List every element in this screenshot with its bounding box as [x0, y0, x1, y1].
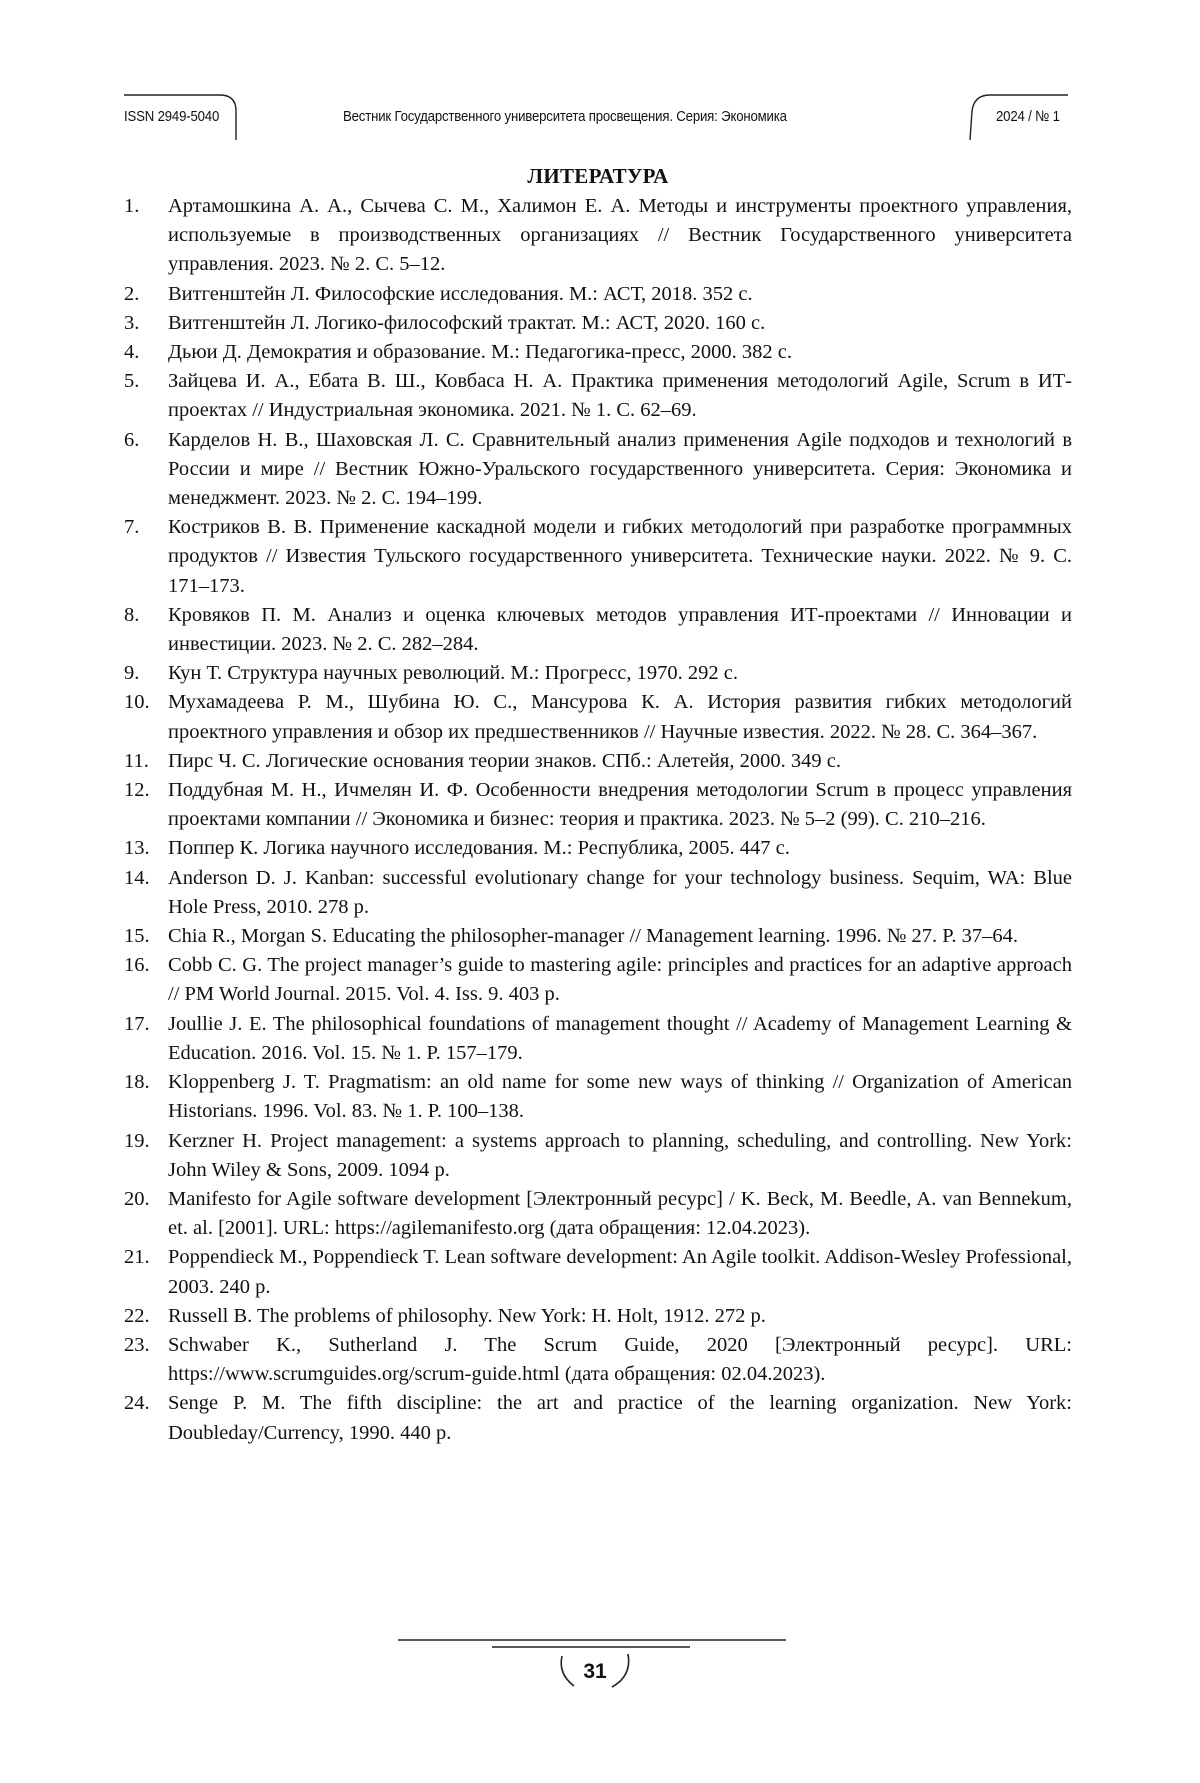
reference-item [124, 864, 1072, 922]
section-title: ЛИТЕРАТУРА [527, 164, 669, 188]
reference-item [124, 1302, 1072, 1331]
reference-text: Витгенштейн Л. Философские исследования. М.: АСТ, 2018. 352 с. [168, 282, 753, 305]
reference-number: 16. [124, 954, 150, 977]
reference-text: Зайцева И. А., Ебата В. Ш., Ковбаса Н. А. Практика применения методологий Agile, Scrum в ИТ-проектах // Индустриальная экономика. 2021. № 1. С. 62–69. [168, 370, 1072, 422]
reference-text: Поддубная М. Н., Ичмелян И. Ф. Особенности внедрения методологии Scrum в процесс управления проектами компании // Экономика и бизнес: теория и практика. 2023. № 5–2 (99). С. 210–216. [168, 779, 1072, 831]
reference-number: 13. [124, 837, 150, 860]
reference-item [124, 513, 1072, 601]
reference-text: Витгенштейн Л. Логико-философский трактат. М.: АСТ, 2020. 160 с. [168, 311, 766, 334]
reference-item [124, 192, 1072, 280]
reference-text: Russell B. The problems of philosophy. New York: H. Holt, 1912. 272 p. [168, 1304, 766, 1327]
reference-text: Cobb C. G. The project manager’s guide to mastering agile: principles and practices for an adaptive approach // PM World Journal. 2015. Vol. 4. Iss. 9. 403 p. [168, 954, 1072, 1006]
reference-number: 19. [124, 1129, 150, 1152]
reference-text: Кун Т. Структура научных революций. М.: Прогресс, 1970. 292 с. [168, 662, 738, 685]
reference-number: 2. [124, 282, 140, 305]
reference-item [124, 601, 1072, 659]
reference-number: 9. [124, 662, 140, 685]
reference-number: 10. [124, 691, 150, 714]
references-section [124, 162, 1072, 1448]
reference-number: 14. [124, 866, 150, 889]
reference-item [124, 834, 1072, 863]
reference-number: 20. [124, 1187, 150, 1210]
reference-text: Chia R., Morgan S. Educating the philosopher-manager // Management learning. 1996. № 27. P. 37–64. [168, 925, 1019, 948]
reference-text: Дьюи Д. Демократия и образование. М.: Педагогика-пресс, 2000. 382 с. [168, 341, 793, 364]
reference-text: Senge P. M. The fifth discipline: the art and practice of the learning organization. New York: Doubleday/Currency, 1990. 440 p. [168, 1392, 1072, 1444]
reference-item [124, 1068, 1072, 1126]
reference-number: 7. [124, 516, 140, 539]
reference-text: Kerzner H. Project management: a systems approach to planning, scheduling, and controlling. New York: John Wiley & Sons, 2009. 1094 p. [168, 1129, 1072, 1181]
reference-number: 18. [124, 1071, 150, 1094]
reference-number: 1. [124, 195, 140, 217]
reference-text: Мухамадеева Р. М., Шубина Ю. С., Мансурова К. А. История развития гибких методологий проектного управления и обзор их предшественников // Научные известия. 2022. № 28. С. 364–367. [168, 691, 1072, 743]
reference-text: Карделов Н. В., Шаховская Л. С. Сравнительный анализ применения Agile подходов и технологий в России и мире // Вестник Южно-Уральского государственного университета. Серия: Экономика и менеджмент. 2023. № 2. С. 194–199. [168, 428, 1072, 510]
reference-text: Kloppenberg J. T. Pragmatism: an old name for some new ways of thinking // Organization of American Historians. 1996. Vol. 83. № 1. P. 100–138. [168, 1071, 1072, 1123]
running-header [0, 0, 1200, 150]
reference-item [124, 776, 1072, 834]
reference-text: Костриков В. В. Применение каскадной модели и гибких методологий при разработке программных продуктов // Известия Тульского государственного университета. Технические науки. 2022. № 9. С. 171–173. [168, 516, 1072, 597]
reference-text: Anderson D. J. Kanban: successful evolutionary change for your technology business. Sequim, WA: Blue Hole Press, 2010. 278 p. [168, 866, 1072, 918]
reference-item [124, 951, 1072, 1009]
reference-number: 6. [124, 428, 140, 451]
reference-number: 4. [124, 341, 140, 364]
issue-label: 2024 / № 1 [996, 108, 1060, 125]
reference-item [124, 688, 1072, 746]
issn-label: ISSN 2949-5040 [124, 108, 220, 125]
journal-title: Вестник Государственного университета просвещения. Серия: Экономика [343, 108, 787, 125]
page-footer [0, 1630, 1200, 1710]
reference-text: Поппер К. Логика научного исследования. М.: Республика, 2005. 447 с. [168, 837, 790, 860]
reference-number: 22. [124, 1304, 150, 1327]
reference-number: 24. [124, 1392, 150, 1415]
reference-text: Артамошкина А. А., Сычева С. М., Халимон Е. А. Методы и инструменты проектного управления, используемые в производственных организациях // Вестник Государственного университета управления. 2023. № 2. С. 5–12. [168, 195, 1072, 276]
header-rule-decoration [0, 0, 1200, 150]
reference-item [124, 426, 1072, 514]
reference-item [124, 1243, 1072, 1301]
reference-item [124, 309, 1072, 338]
reference-item [124, 1010, 1072, 1068]
reference-number: 21. [124, 1246, 150, 1269]
reference-text: Кровяков П. М. Анализ и оценка ключевых методов управления ИТ-проектами // Инновации и инвестиции. 2023. № 2. С. 282–284. [168, 603, 1072, 656]
reference-number: 3. [124, 311, 140, 334]
reference-number: 11. [124, 749, 149, 772]
reference-item [124, 747, 1072, 776]
reference-item [124, 367, 1072, 425]
reference-number: 5. [124, 370, 140, 393]
reference-item [124, 1331, 1072, 1389]
page-number: 31 [583, 1660, 607, 1683]
reference-item [124, 338, 1072, 367]
reference-item [124, 1389, 1072, 1447]
reference-item [124, 1185, 1072, 1243]
reference-number: 17. [124, 1012, 150, 1035]
reference-number: 15. [124, 925, 150, 948]
reference-item [124, 280, 1072, 309]
reference-text: Manifesto for Agile software development [Электронный ресурс] / K. Beck, M. Beedle, A. van Bennekum, et. al. [2001]. URL: https://agilemanifesto.org (дата обращения: 12.04.2023). [168, 1187, 1072, 1240]
reference-text: Joullie J. E. The philosophical foundations of management thought // Academy of Management Learning & Education. 2016. Vol. 15. № 1. P. 157–179. [168, 1012, 1072, 1064]
reference-number: 23. [124, 1333, 150, 1356]
reference-number: 12. [124, 779, 150, 802]
reference-text: Пирс Ч. С. Логические основания теории знаков. СПб.: Алетейя, 2000. 349 с. [168, 749, 841, 772]
reference-number: 8. [124, 603, 140, 626]
reference-item [124, 922, 1072, 951]
reference-item [124, 1127, 1072, 1185]
reference-list [124, 192, 1072, 1448]
reference-text: Schwaber K., Sutherland J. The Scrum Guide, 2020 [Электронный ресурс]. URL: https://www.scrumguides.org/scrum-guide.html (дата обращения: 02.04.2023). [168, 1333, 1072, 1386]
reference-item [124, 659, 1072, 688]
reference-text: Poppendieck M., Poppendieck T. Lean software development: An Agile toolkit. Addison-Wesley Professional, 2003. 240 p. [168, 1246, 1072, 1298]
